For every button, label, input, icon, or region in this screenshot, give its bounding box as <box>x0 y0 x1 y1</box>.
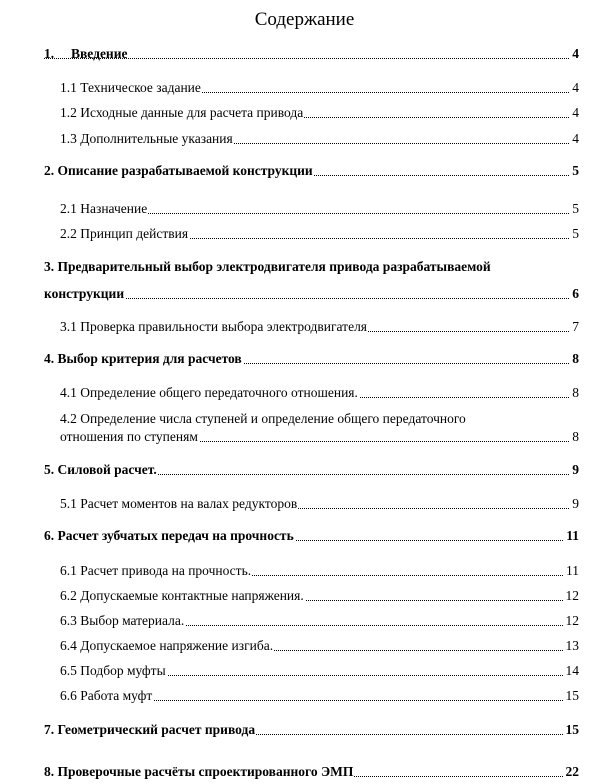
toc-entry-6-6[interactable] <box>0 687 609 705</box>
toc-entry-4[interactable] <box>0 350 609 368</box>
toc-entry-2-2[interactable] <box>0 225 609 243</box>
toc-page: 8 <box>572 351 579 366</box>
toc-page: 15 <box>565 722 579 737</box>
toc-title: 6.3 Выбор материала. <box>60 613 185 628</box>
toc-title: 4.1 Определение общего передаточного отношения. <box>60 385 358 400</box>
toc-entry-3-line1[interactable]: 3. Предварительный выбор электродвигателя привода разрабатываемой <box>44 259 491 274</box>
toc-entry-2-1[interactable] <box>0 200 609 218</box>
toc-title: 4. Выбор критерия для расчетов <box>44 351 242 366</box>
toc-page: 22 <box>565 764 579 779</box>
toc-title: Введение <box>71 46 128 61</box>
toc-page: 12 <box>565 588 579 603</box>
toc-entry-7[interactable] <box>0 721 609 739</box>
toc-page: 9 <box>572 496 579 511</box>
toc-page: 4 <box>572 46 579 61</box>
toc-title: 8. Проверочные расчёты спроектированного ЭМП <box>44 764 354 779</box>
toc-entry-1-1[interactable] <box>0 79 609 97</box>
toc-entry-2[interactable] <box>0 162 609 180</box>
toc-page: 8 <box>572 385 579 400</box>
toc-page: 13 <box>565 638 579 653</box>
toc-page: 15 <box>565 688 579 703</box>
toc-title: 1.3 Дополнительные указания <box>60 131 233 146</box>
toc-title: 6. Расчет зубчатых передач на прочность <box>44 528 294 543</box>
toc-title: 1.1 Техническое задание <box>60 80 201 95</box>
toc-entry-4-2-line1[interactable]: 4.2 Определение числа ступеней и определение общего передаточного <box>60 411 466 426</box>
toc-entry-6-2[interactable] <box>0 587 609 605</box>
toc-entry-6-3[interactable] <box>0 612 609 630</box>
toc-page: 4 <box>572 131 579 146</box>
toc-page: 6 <box>572 286 579 301</box>
toc-entry-4-2[interactable] <box>0 428 609 446</box>
toc-page: 4 <box>572 80 579 95</box>
toc-number: 1. <box>44 46 55 61</box>
toc-title: 6.4 Допускаемое напряжение изгиба. <box>60 638 274 653</box>
toc-page: 11 <box>566 528 579 543</box>
toc-page: 9 <box>572 462 579 477</box>
toc-entry-4-1[interactable] <box>0 384 609 402</box>
toc-title: 2.1 Назначение <box>60 201 148 216</box>
toc-page: 11 <box>566 563 579 578</box>
toc-entry-5-1[interactable] <box>0 495 609 513</box>
toc-title: конструкции <box>44 286 125 301</box>
toc-page: 12 <box>565 613 579 628</box>
toc-entry-5[interactable] <box>0 461 609 479</box>
toc-title: 6.6 Работа муфт <box>60 688 153 703</box>
toc-title: 6.5 Подбор муфты <box>60 663 166 678</box>
toc-page: 14 <box>565 663 579 678</box>
toc-page: 7 <box>572 319 579 334</box>
toc-entry-6[interactable] <box>0 527 609 545</box>
toc-page: 5 <box>572 163 579 178</box>
toc-title: 5.1 Расчет моментов на валах редукторов <box>60 496 298 511</box>
toc-title: 5. Силовой расчет. <box>44 462 157 477</box>
toc-page: 5 <box>572 201 579 216</box>
toc-entry-6-5[interactable] <box>0 662 609 680</box>
toc-entry-6-1[interactable] <box>0 562 609 580</box>
toc-title: 6.1 Расчет привода на прочность. <box>60 563 252 578</box>
toc-page: 8 <box>572 429 579 444</box>
toc-entry-1-3[interactable] <box>0 130 609 148</box>
toc-entry-1-2[interactable] <box>0 104 609 122</box>
toc-title: 2.2 Принцип действия <box>60 226 189 241</box>
toc-title: 3.1 Проверка правильности выбора электродвигателя <box>60 319 368 334</box>
toc-entry-3[interactable] <box>0 285 609 303</box>
toc-entry-1[interactable] <box>0 45 609 63</box>
toc-entry-6-4[interactable] <box>0 637 609 655</box>
toc-title: 7. Геометрический расчет привода <box>44 722 256 737</box>
page-title: Содержание <box>254 9 355 30</box>
toc-title: отношения по ступеням <box>60 429 198 444</box>
toc-page: 4 <box>572 105 579 120</box>
toc-entry-8[interactable] <box>0 763 609 781</box>
toc-title: 6.2 Допускаемые контактные напряжения. <box>60 588 304 603</box>
toc-page: 5 <box>572 226 579 241</box>
toc-title: 2. Описание разрабатываемой конструкции <box>44 163 313 178</box>
toc-entry-3-1[interactable] <box>0 318 609 336</box>
toc-title: 1.2 Исходные данные для расчета привода <box>60 105 304 120</box>
